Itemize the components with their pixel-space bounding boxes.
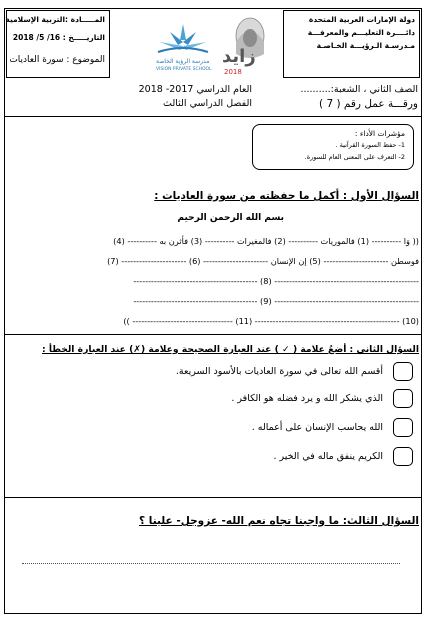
- q1-line-4: ------------------------------------------------- (9) ------------------------------------------: [133, 296, 419, 306]
- country-name: دولة الإمارات العربية المتحدة: [308, 15, 415, 24]
- indicator-item-2: 2- التعرف على المعنى العام للسورة.: [304, 153, 405, 161]
- school-logo-icon: [150, 18, 216, 58]
- q3-title: السؤال الثالث: ما واجبنا تجاه نعم الله- عزوجل- علينا ؟: [139, 515, 419, 527]
- worksheet-number: ورقـــة عمل رقم ( 7 ): [319, 98, 418, 110]
- basmala: بسم الله الرحمن الرحيم: [177, 213, 284, 223]
- zayed-logo: [220, 12, 276, 78]
- indicator-item-1: 1- حفظ السورة القرآنية .: [335, 141, 405, 149]
- zayed-year: 2018: [224, 68, 242, 76]
- topic-label: الموضوع : سورة العاديات: [9, 55, 105, 65]
- department-name: دائــــرة التعليـــم والمعرفـــة: [307, 28, 415, 37]
- q3-answer-line[interactable]: [22, 563, 400, 564]
- q2-statement-2: الذي يشكر الله و يرد فضله هو الكافر .: [231, 393, 383, 404]
- q1-line-2: فوسطن ---------------------- (5) إن الإنسان ---------------------- (6) ---------------------- (7): [107, 256, 419, 266]
- subject-box: [6, 10, 110, 78]
- q2-checkbox-4[interactable]: [393, 447, 413, 466]
- q1-title: السؤال الأول : أكمل ما حفظته من سورة العاديات :: [154, 190, 419, 202]
- q2-divider: [4, 497, 422, 498]
- q2-statement-4: الكريم ينفق ماله في الخير .: [273, 451, 383, 462]
- q2-statement-3: الله يحاسب الإنسان على أعماله .: [251, 422, 383, 433]
- q1-line-5: (10) ------------------------------------------------- (11) ---------------------------------- )): [123, 316, 419, 326]
- q1-divider: [4, 334, 422, 335]
- q1-line-3: ------------------------------------------------- (8) ------------------------------------------: [133, 276, 419, 286]
- term-line: الفصل الدراسي الثالث: [163, 98, 252, 109]
- q2-title: السؤال الثاني : أضعُ علامة ( ✓ ) عند العبارة الصحيحة وعلامة (✗) عند العبارة الخطأ :: [41, 344, 419, 355]
- q2-checkbox-1[interactable]: [393, 362, 413, 381]
- ministry-box: [283, 10, 420, 78]
- school-logo-subtext: VISION PRIVATE SCHOOL: [156, 67, 212, 72]
- school-logo-text: مدرسة الرؤية الخاصة: [156, 58, 210, 65]
- header-divider: [4, 116, 422, 117]
- date-label: التاريـــــخ : 16/ 5/ 2018: [12, 33, 105, 42]
- indicators-title: مؤشرات الأداء :: [354, 129, 405, 138]
- q1-line-1: (( وَا ---------- (1) فالموريات ---------- (2) فالمغيرات ---------- (3) فأثرن به ---------- (4): [113, 236, 419, 246]
- indicators-box: [252, 124, 414, 170]
- school-name: مـدرسـة الـرؤيـــة الخـاصـة: [316, 41, 415, 50]
- academic-year: العام الدراسي 2017- 2018: [138, 84, 252, 95]
- zayed-logo-text: زايد: [222, 46, 256, 67]
- school-logo: [150, 18, 216, 76]
- q2-statement-1: أقسم الله تعالى في سورة العاديات بالأسود السريعة.: [175, 366, 383, 377]
- class-line: الصف الثاني ، الشعبة:..........: [300, 84, 418, 95]
- q2-checkbox-2[interactable]: [393, 389, 413, 408]
- q2-checkbox-3[interactable]: [393, 418, 413, 437]
- subject-label: المـــــادة :التربية الإسلامية: [5, 15, 105, 24]
